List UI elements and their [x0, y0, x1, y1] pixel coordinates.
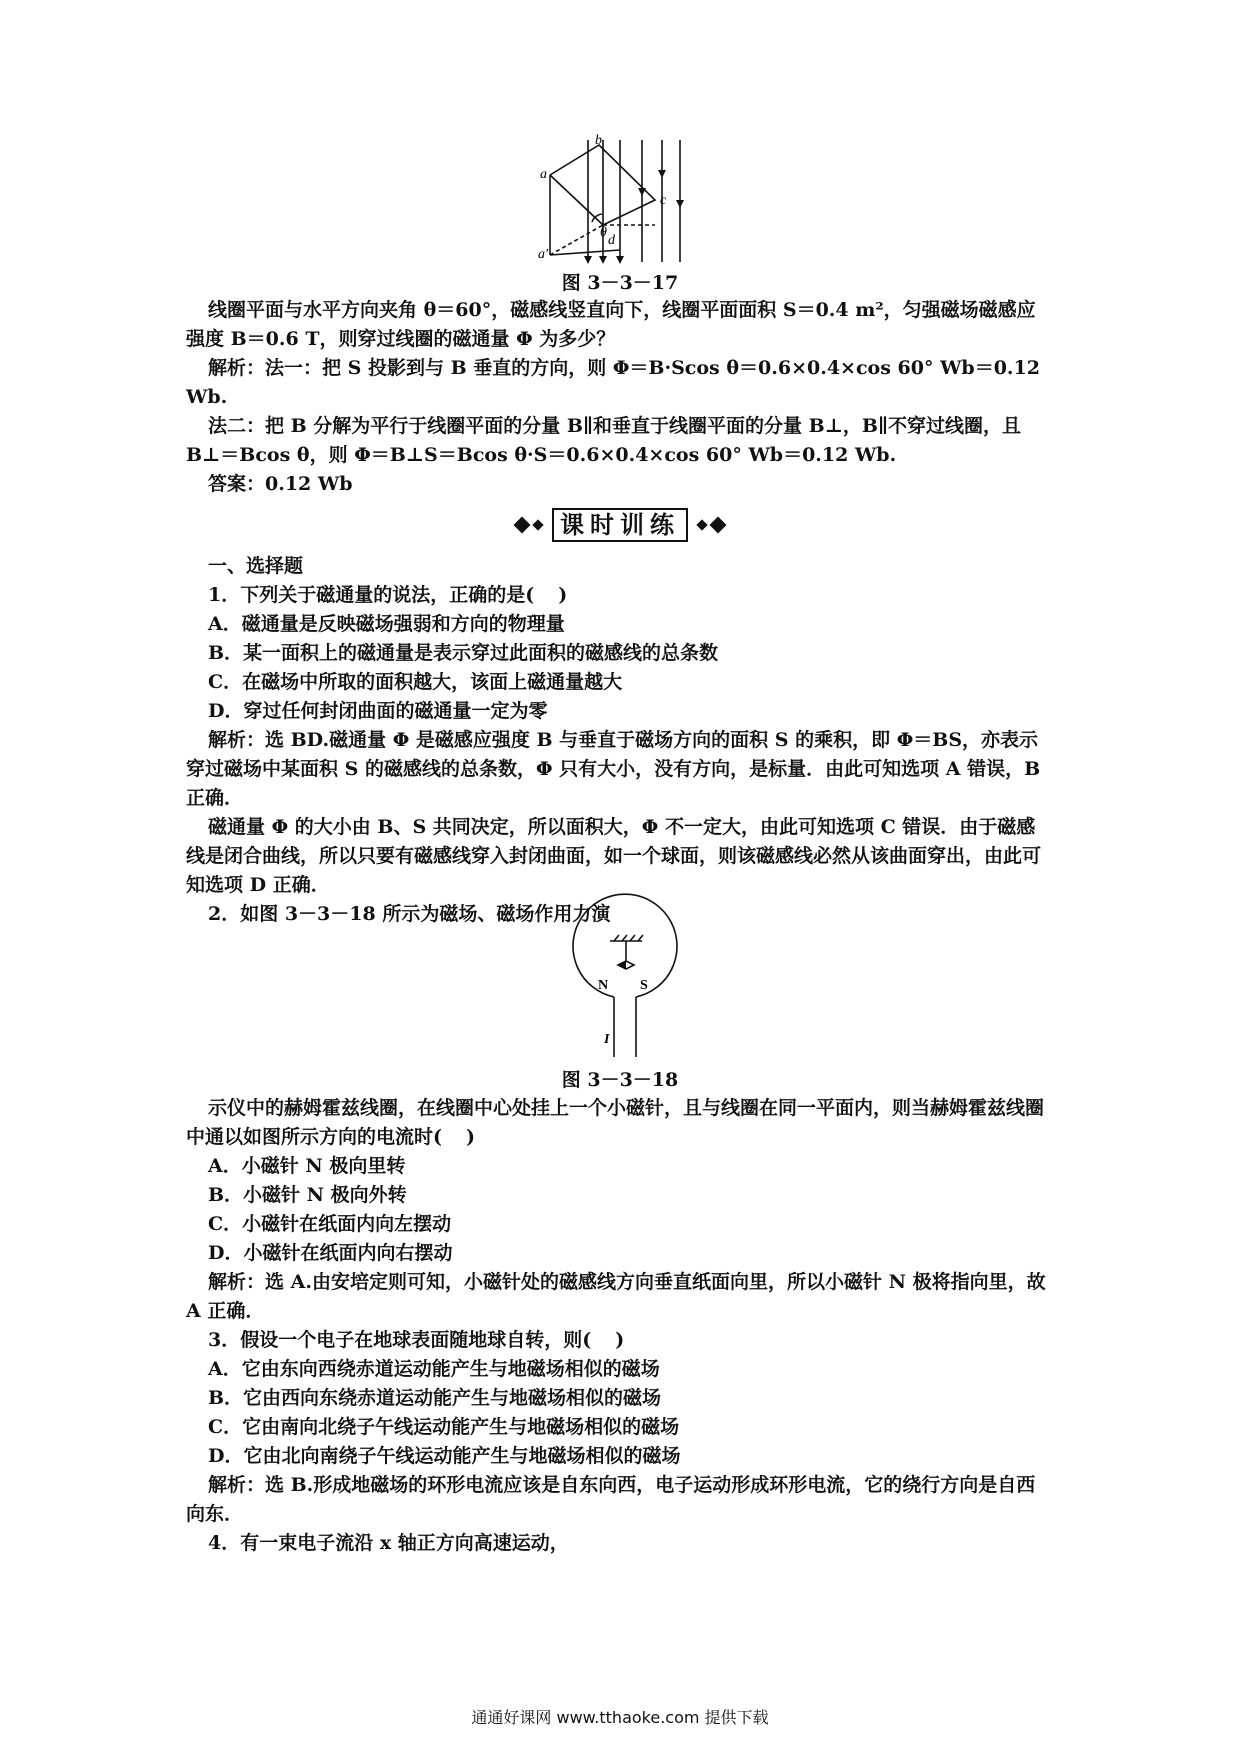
- label-I: I: [604, 1032, 610, 1047]
- q1-analysis-1: 解析：选 BD.磁通量 Φ 是磁感应强度 B 与垂直于磁场方向的面积 S 的乘积，即 Φ＝BS，亦表示穿过磁场中某面积 S 的磁感线的总条数，Φ 只有大小，没有方向，是标量．由此可知选项 A 错误，B 正确．: [186, 729, 1041, 809]
- section-heading: 一、选择题: [208, 555, 304, 577]
- question-3-stem: 3．假设一个电子在地球表面随地球自转，则( ): [208, 1329, 625, 1351]
- q3-option-b: B．它由西向东绕赤道运动能产生与地磁场相似的磁场: [208, 1387, 662, 1409]
- q3-option-c: C．它由南向北绕子午线运动能产生与地磁场相似的磁场: [208, 1416, 680, 1438]
- question-4-stem: 4．有一束电子流沿 x 轴正方向高速运动，: [208, 1532, 569, 1554]
- q3-option-a: A．它由东向西绕赤道运动能产生与地磁场相似的磁场: [208, 1358, 660, 1380]
- example-answer: 答案：0.12 Wb: [208, 473, 353, 495]
- q1-option-d: D．穿过任何封闭曲面的磁通量一定为零: [208, 700, 548, 722]
- q1-option-a: A．磁通量是反映磁场强弱和方向的物理量: [208, 613, 565, 635]
- q1-option-b: B．某一面积上的磁通量是表示穿过此面积的磁感线的总条数: [208, 642, 719, 664]
- label-c: c: [660, 193, 667, 208]
- diamond-icon: [514, 517, 531, 534]
- question-1-stem: 1．下列关于磁通量的说法，正确的是( ): [208, 584, 568, 606]
- label-b: b: [595, 133, 602, 148]
- label-a: a: [540, 167, 547, 182]
- label-theta: θ: [600, 225, 607, 240]
- q3-option-d: D．它由北向南绕子午线运动能产生与地磁场相似的磁场: [208, 1445, 681, 1467]
- example-solution: [186, 296, 1054, 499]
- section-banner: [0, 508, 1240, 544]
- diamond-icon: [710, 517, 727, 534]
- q1-option-c: C．在磁场中所取的面积越大，该面上磁通量越大: [208, 671, 623, 693]
- questions-part-two: [186, 1094, 1054, 1558]
- q3-analysis: 解析：选 B.形成地磁场的环形电流应该是自东向西，电子运动形成环形电流，它的绕行方向是自西向东．: [186, 1474, 1036, 1525]
- label-d: d: [608, 233, 615, 248]
- diamond-icon: [696, 519, 707, 530]
- figure-caption-3-3-18: 图 3－3－18: [561, 1069, 679, 1091]
- q2-option-d: D．小磁针在纸面内向右摆动: [208, 1242, 453, 1264]
- q2-analysis: 解析：选 A.由安培定则可知，小磁针处的磁感线方向垂直纸面向里，所以小磁针 N 极将指向里，故 A 正确．: [186, 1271, 1046, 1322]
- diamond-icon: [532, 519, 543, 530]
- example-method-two: 法二：把 B 分解为平行于线圈平面的分量 B∥和垂直于线圈平面的分量 B⊥，B∥不穿过线圈，且 B⊥＝Bcos θ，则 Φ＝B⊥S＝Bcos θ·S＝0.6×0.4×cos 60° Wb＝0.12 Wb.: [186, 415, 1022, 466]
- figure-3-3-17: [538, 133, 720, 265]
- q2-option-a: A．小磁针 N 极向里转: [208, 1155, 406, 1177]
- q2-option-c: C．小磁针在纸面内向左摆动: [208, 1213, 452, 1235]
- figure-3-3-18: [570, 885, 680, 1060]
- banner-title: 课时训练: [552, 508, 688, 542]
- page-footer: 通通好课网 www.tthaoke.com 提供下载: [471, 1708, 769, 1727]
- questions-part-one: [186, 552, 1054, 929]
- figure-caption-3-3-17: 图 3－3－17: [561, 272, 679, 294]
- label-a-prime: a′: [538, 247, 549, 262]
- q1-analysis-2: 磁通量 Φ 的大小由 B、S 共同决定，所以面积大，Φ 不一定大，由此可知选项 C 错误．由于磁感线是闭合曲线，所以只要有磁感线穿入封闭曲面，如一个球面，则该磁感线必然从该曲面穿出，由此可知选项 D 正确．: [186, 816, 1042, 896]
- question-2-stem-part-2: 示仪中的赫姆霍兹线圈，在线圈中心处挂上一个小磁针，且与线圈在同一平面内，则当赫姆霍兹线圈中通以如图所示方向的电流时( ): [186, 1097, 1045, 1148]
- label-N: N: [598, 978, 609, 993]
- label-S: S: [640, 978, 648, 993]
- example-method-one: 解析：法一：把 S 投影到与 B 垂直的方向，则 Φ＝B·Scos θ＝0.6×0.4×cos 60° Wb＝0.12 Wb.: [186, 357, 1040, 408]
- example-question: 线圈平面与水平方向夹角 θ＝60°，磁感线竖直向下，线圈平面面积 S＝0.4 m²，匀强磁场磁感应强度 B＝0.6 T，则穿过线圈的磁通量 Φ 为多少？: [186, 299, 1036, 350]
- q2-option-b: B．小磁针 N 极向外转: [208, 1184, 407, 1206]
- question-2-stem-part-1: 2．如图 3－3－18 所示为磁场、磁场作用力演: [208, 903, 611, 925]
